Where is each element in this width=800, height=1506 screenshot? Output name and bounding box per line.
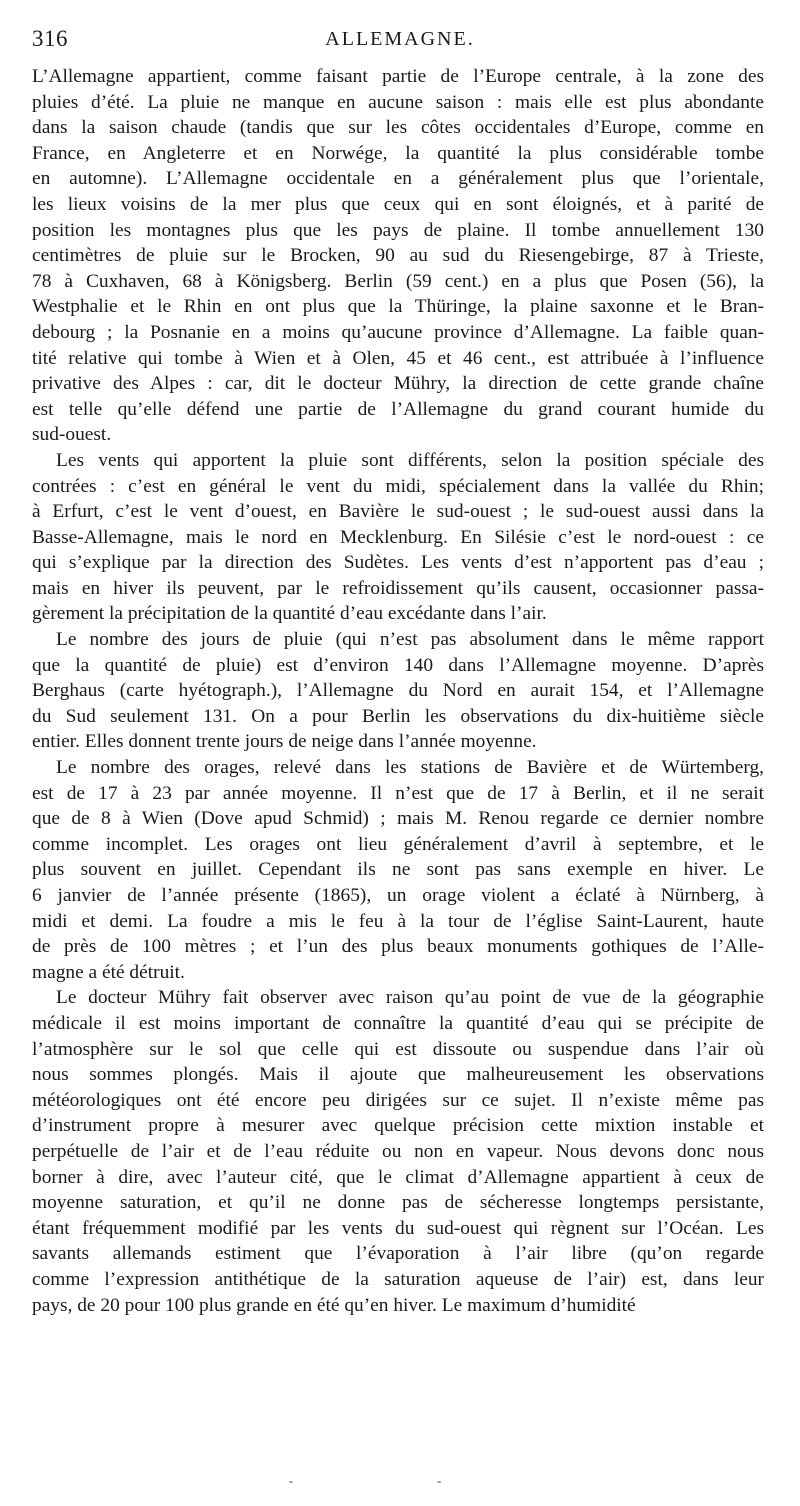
text-line: Berghaus (carte hyétograph.), l’Allemagne du Nord en aurait 154, et l’Allemagne xyxy=(32,680,764,702)
text-line: pays, de 20 pour 100 plus grande en été qu’en hiver. Le maximum d’humidité xyxy=(32,1294,636,1316)
text-line: L’Allemagne appartient, comme faisant partie de l’Europe centrale, à la zone des xyxy=(32,66,764,87)
text-line: nous sommes plongés. Mais il ajoute que malheureusement les observations xyxy=(32,1064,764,1086)
text-line: 78 à Cuxhaven, 68 à Königsberg. Berlin (59 cent.) en a plus que Posen (56), la xyxy=(32,270,764,292)
text-line: Westphalie et le Rhin en ont plus que la Thüringe, la plaine saxonne et le Bran- xyxy=(32,296,764,318)
paragraph xyxy=(32,64,764,448)
text-line: les lieux voisins de la mer plus que ceux qui en sont éloignés, et à parité de xyxy=(32,193,764,215)
footer-marks: - - xyxy=(288,1474,512,1489)
text-line: de près de 100 mètres ; et l’un des plus beaux monuments gothiques de l’Alle- xyxy=(32,936,764,958)
text-line: centimètres de pluie sur le Brocken, 90 au sud du Riesengebirge, 87 à Trieste, xyxy=(32,245,764,267)
text-line: météorologiques ont été encore peu dirigées sur ce sujet. Il n’existe même pas xyxy=(32,1089,764,1111)
text-line: entier. Elles donnent trente jours de neige dans l’année moyenne. xyxy=(32,731,537,753)
text-line: à Erfurt, c’est le vent d’ouest, en Bavière le sud-ouest ; le sud-ouest aussi dans la xyxy=(32,501,764,523)
text-line: Le nombre des jours de pluie (qui n’est pas absolument dans le même rapport xyxy=(56,629,764,651)
text-line: moyenne saturation, et qu’il ne donne pas de sécheresse longtemps persistante, xyxy=(32,1192,764,1214)
text-line: perpétuelle de l’air et de l’eau réduite ou non en vapeur. Nous devons donc nous xyxy=(32,1140,764,1162)
text-line: borner à dire, avec l’auteur cité, que le climat d’Allemagne appartient à ceux de xyxy=(32,1166,764,1188)
text-line: debourg ; la Posnanie en a moins qu’aucune province d’Allemagne. La faible quan- xyxy=(32,321,764,343)
text-line: que de 8 à Wien (Dove apud Schmid) ; mais M. Renou regarde ce dernier nombre xyxy=(32,808,764,830)
text-line: Le nombre des orages, relevé dans les stations de Bavière et de Würtemberg, xyxy=(56,757,764,779)
paragraph xyxy=(32,448,764,627)
text-line: que la quantité de pluie) est d’environ 140 dans l’Allemagne moyenne. D’après xyxy=(32,654,764,676)
text-line: contrées : c’est en général le vent du midi, spécialement dans la vallée du Rhin; xyxy=(32,475,764,497)
body-text xyxy=(32,64,764,1318)
text-line: d’instrument propre à mesurer avec quelque précision cette mixtion instable et xyxy=(32,1115,764,1137)
text-line: privative des Alpes : car, dit le docteur Mühry, la direction de cette grande chaîne xyxy=(32,373,764,395)
text-line: sud-ouest. xyxy=(32,424,112,446)
text-line: magne a été détruit. xyxy=(32,961,185,983)
text-line: qui s’explique par la direction des Sudètes. Les vents d’est n’apportent pas d’eau ; xyxy=(32,552,764,574)
text-line: comme incomplet. Les orages ont lieu généralement d’avril à septembre, et le xyxy=(32,833,764,855)
text-line: mais en hiver ils peuvent, par le refroidissement qu’ils causent, occasionner passa- xyxy=(32,577,764,599)
page-number: 316 xyxy=(32,26,68,51)
running-title: ALLEMAGNE. xyxy=(325,28,475,50)
text-line: savants allemands estiment que l’évaporation à l’air libre (qu’on regarde xyxy=(32,1243,764,1265)
text-line: pluies d’été. La pluie ne manque en aucune saison : mais elle est plus abondante xyxy=(32,91,764,113)
text-line: étant fréquemment modifié par les vents du sud-ouest qui règnent sur l’Océan. Les xyxy=(32,1217,764,1239)
text-line: gèrement la précipitation de la quantité d’eau excédante dans l’air. xyxy=(32,603,547,625)
paragraph xyxy=(32,755,764,985)
text-line: médicale il est moins important de connaître la quantité d’eau qui se précipite de xyxy=(32,1012,764,1034)
text-line: du Sud seulement 131. On a pour Berlin les observations du dix-huitième siècle xyxy=(32,705,764,727)
text-line: comme l’expression antithétique de la saturation aqueuse de l’air) est, dans leur xyxy=(32,1268,764,1290)
text-line: plus souvent en juillet. Cependant ils ne sont pas sans exemple en hiver. Le xyxy=(32,859,764,881)
text-line: tité relative qui tombe à Wien et à Olen, 45 et 46 cent., est attribuée à l’influence xyxy=(32,347,764,369)
paragraph xyxy=(32,985,764,1318)
text-line: est telle qu’elle défend une partie de l’Allemagne du grand courant humide du xyxy=(32,398,764,420)
text-line: dans la saison chaude (tandis que sur les côtes occidentales d’Europe, comme en xyxy=(32,117,764,139)
text-line: France, en Angleterre et en Norwége, la quantité la plus considérable tombe xyxy=(32,142,764,164)
text-line: en automne). L’Allemagne occidentale en a généralement plus que l’orientale, xyxy=(32,168,764,190)
paragraph xyxy=(32,627,764,755)
text-line: est de 17 à 23 par année moyenne. Il n’est que de 17 à Berlin, et il ne serait xyxy=(32,782,764,804)
text-line: Le docteur Mühry fait observer avec raison qu’au point de vue de la géographie xyxy=(56,987,764,1009)
text-line: position les montagnes plus que les pays de plaine. Il tombe annuellement 130 xyxy=(32,219,764,241)
text-line: Les vents qui apportent la pluie sont différents, selon la position spéciale des xyxy=(56,449,764,471)
text-line: Basse-Allemagne, mais le nord en Mecklenburg. En Silésie c’est le nord-ouest : ce xyxy=(32,526,764,548)
text-line: 6 janvier de l’année présente (1865), un orage violent a éclaté à Nürnberg, à xyxy=(32,885,764,906)
page-header xyxy=(32,22,768,56)
text-line: l’atmosphère sur le sol que celle qui est dissoute ou suspendue dans l’air où xyxy=(32,1038,764,1060)
text-line: midi et demi. La foudre a mis le feu à la tour de l’église Saint-Laurent, haute xyxy=(32,910,764,932)
